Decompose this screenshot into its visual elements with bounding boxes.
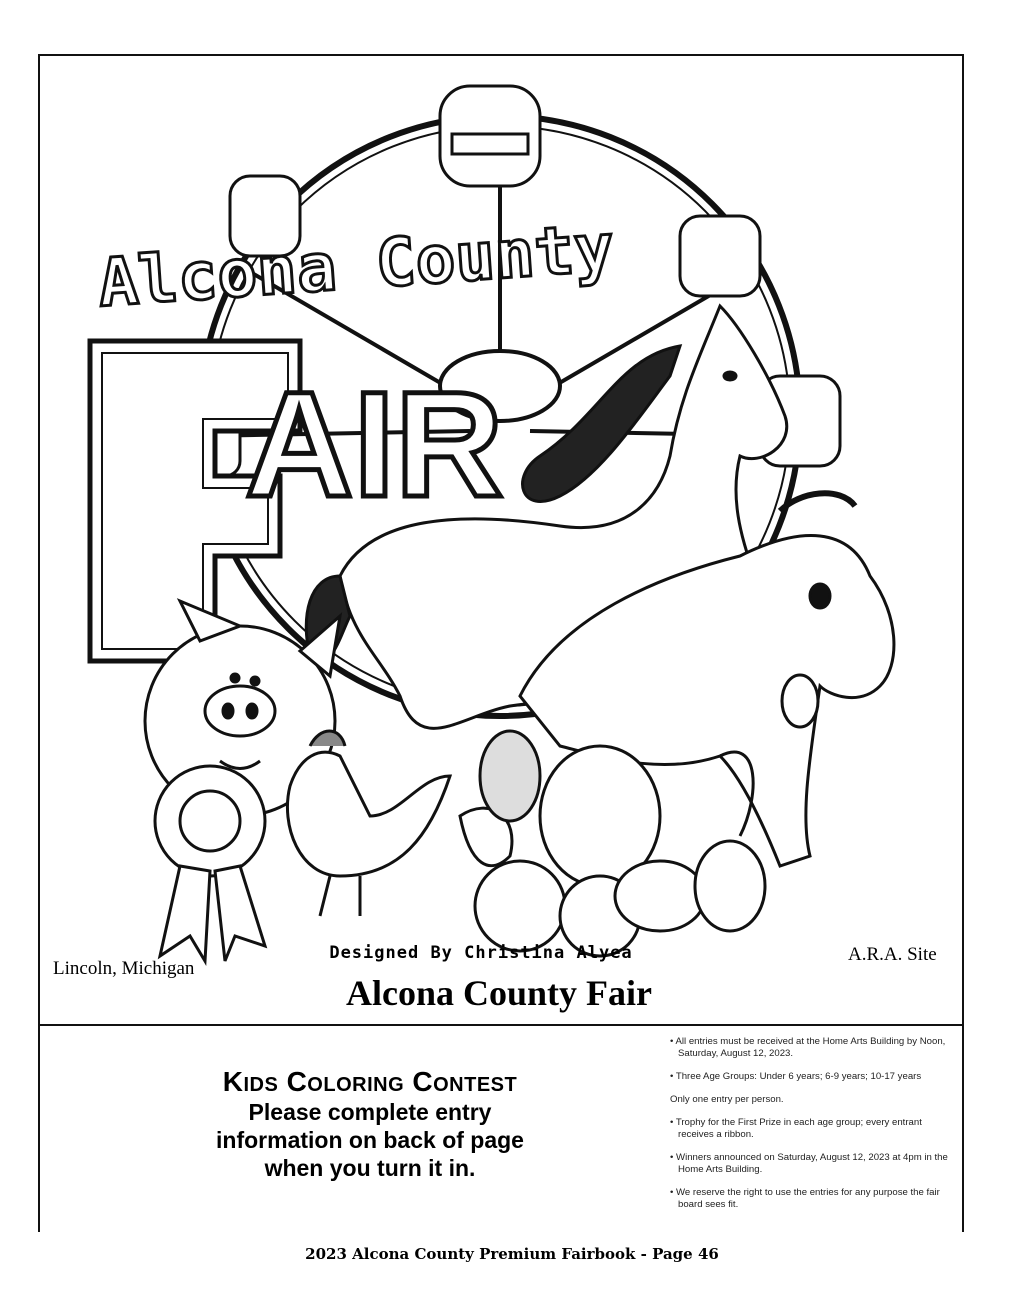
fair-name: Alcona County Fair xyxy=(346,973,652,1013)
coloring-illustration xyxy=(40,56,962,1022)
arc-title-text: Alcona County xyxy=(95,209,617,322)
section-divider xyxy=(38,1024,964,1026)
rule-item: • We reserve the right to use the entries for any purpose the fair board sees fit. xyxy=(670,1187,940,1210)
rule-item: Only one entry per person. xyxy=(670,1094,784,1105)
rooster-icon xyxy=(287,731,450,916)
vegetables-icon xyxy=(460,731,765,956)
contest-line: when you turn it in. xyxy=(264,1155,476,1181)
contest-line: information on back of page xyxy=(216,1127,524,1153)
contest-line: Please complete entry xyxy=(248,1099,492,1125)
contest-block xyxy=(120,1066,620,1182)
page-footer: 2023 Alcona County Premium Fairbook - Page 46 xyxy=(305,1245,719,1263)
contest-rules xyxy=(670,1036,950,1222)
rule-item: • All entries must be received at the Home Arts Building by Noon, Saturday, August 12, 2023. xyxy=(670,1036,946,1059)
svg-text:AIR: AIR xyxy=(245,360,504,528)
designer-credit: Designed By Christina Alyea xyxy=(329,943,633,963)
location-left: Lincoln, Michigan xyxy=(53,958,195,979)
location-right: A.R.A. Site xyxy=(848,944,937,965)
rule-item: • Winners announced on Saturday, August 12, 2023 at 4pm in the Home Arts Building. xyxy=(670,1152,948,1175)
contest-title: Kids Coloring Contest xyxy=(222,1066,518,1097)
ribbon-icon xyxy=(155,766,265,961)
rule-item: • Three Age Groups: Under 6 years; 6-9 years; 10-17 years xyxy=(670,1071,922,1082)
rule-item: • Trophy for the First Prize in each age group; every entrant receives a ribbon. xyxy=(670,1117,922,1140)
